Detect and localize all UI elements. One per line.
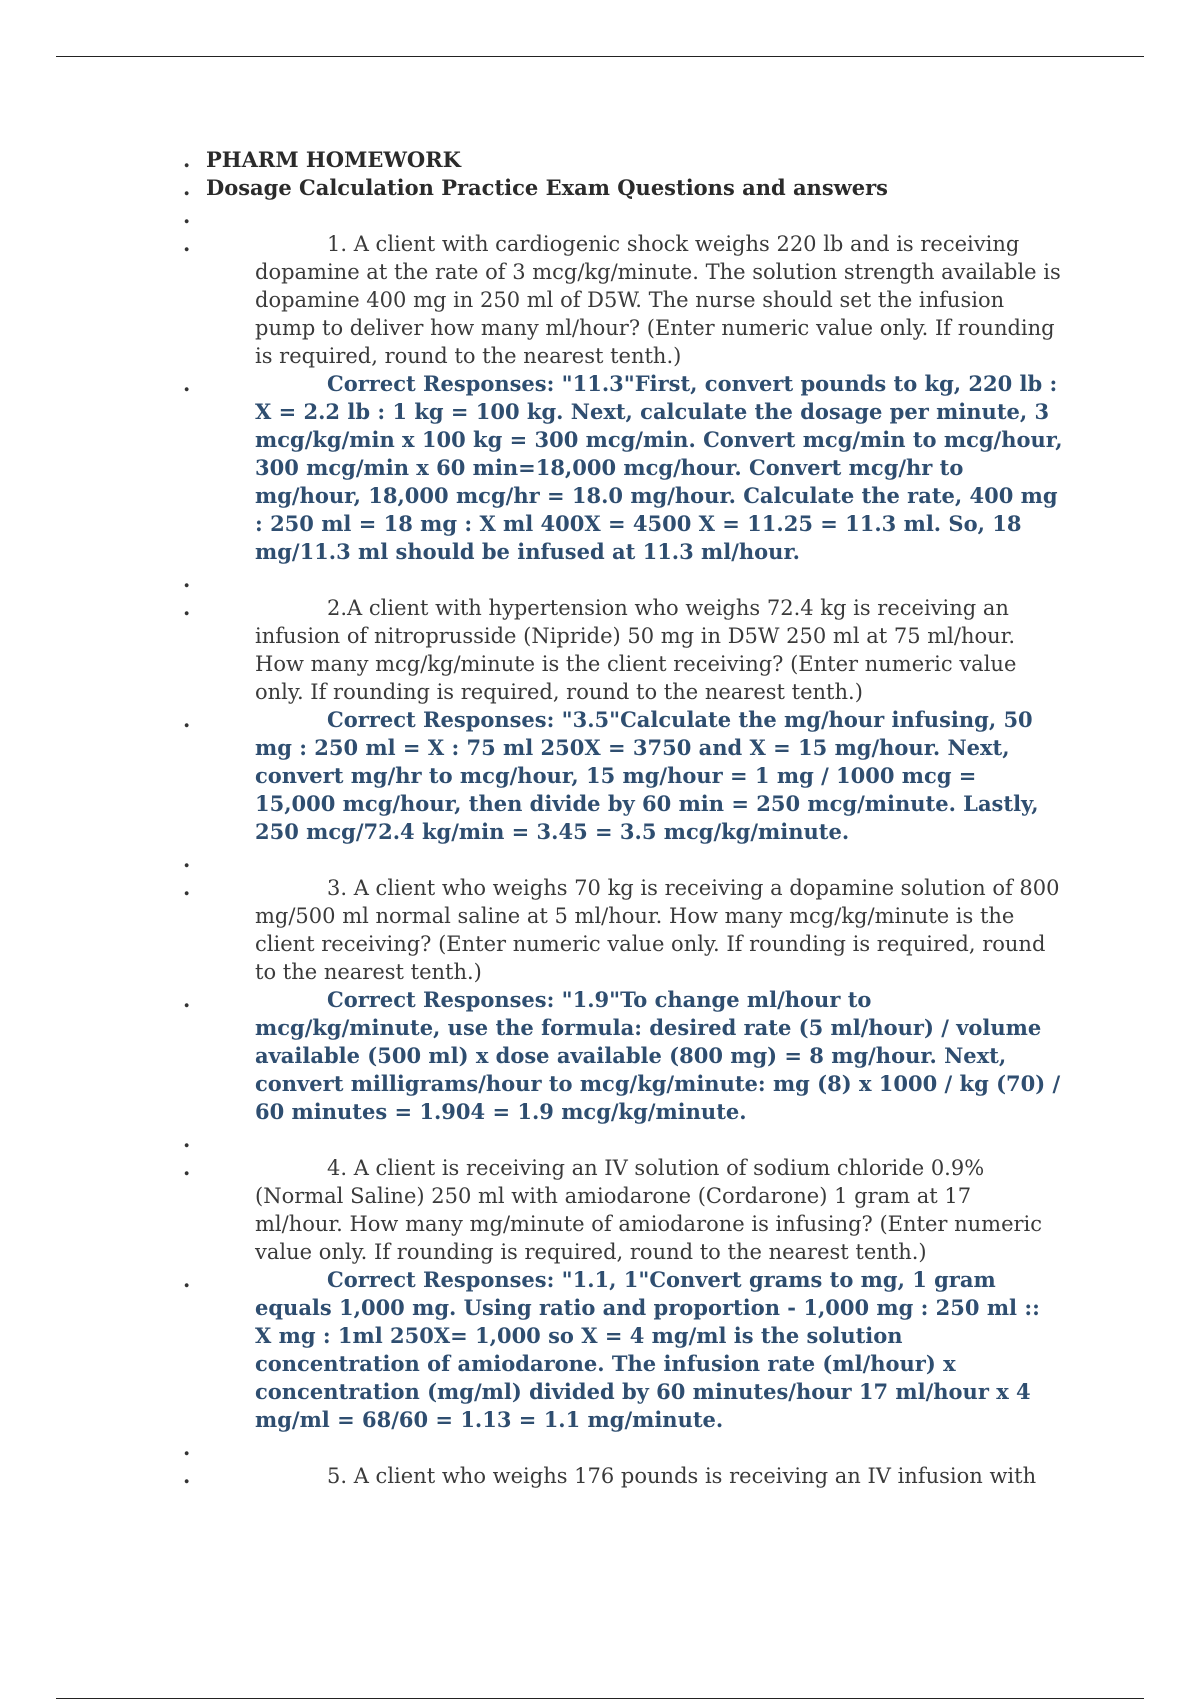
answer-text: Correct Responses: "3.5"Calculate the mg/hour infusing, 50 mg : 250 ml = X : 75 ml 250X = 3750 and X = 15 mg/hour. Next, convert mg/hr to mcg/hour, 15 mg/hour = 1 mg / 1000 mcg = 15,000 mcg/hour, then divide by 60 min = 250 mcg/minute. Lastly, 250 mcg/72.4 kg/min = 3.45 = 3.5 mcg/kg/minute. [255, 707, 1039, 844]
empty-row [183, 566, 1063, 594]
doc-subtitle: Dosage Calculation Practice Exam Questions and answers [206, 175, 888, 200]
answer-text: Correct Responses: "11.3"First, convert pounds to kg, 220 lb : X = 2.2 lb : 1 kg = 100 kg. Next, calculate the dosage per minute, 3 mcg/kg/min x 100 kg = 300 mcg/min. Convert mcg/min to mcg/hour, 300 mcg/min x 60 min=18,000 mcg/hour. Convert mcg/hr to mg/hour, 18,000 mcg/hr = 18.0 mg/hour. Calculate the rate, 400 mg : 250 ml = 18 mg : X ml 400X = 4500 X = 11.25 = 11.3 ml. So, 18 mg/11.3 ml should be infused at 11.3 ml/hour. [255, 371, 1063, 564]
bullet: . [183, 847, 191, 872]
doc-subtitle-row [183, 174, 1063, 202]
answer-row [183, 1266, 1063, 1434]
bullet: . [183, 595, 191, 620]
bullet: . [183, 1463, 191, 1488]
bullet: . [183, 371, 191, 396]
document-body [183, 146, 1063, 1490]
empty-row [183, 846, 1063, 874]
question-row [183, 230, 1063, 370]
bullet: . [183, 875, 191, 900]
question-text: 5. A client who weighs 176 pounds is receiving an IV infusion with [327, 1464, 1037, 1488]
question-row [183, 1462, 1063, 1490]
bullet: . [183, 175, 191, 200]
bullet: . [183, 987, 191, 1012]
answer-row [183, 370, 1063, 566]
question-text: 2.A client with hypertension who weighs 72.4 kg is receiving an infusion of nitroprusside (Nipride) 50 mg in D5W 250 ml at 75 ml/hour. How many mcg/kg/minute is the client receiving? (Enter numeric value only. If rounding is required, round to the nearest tenth.) [255, 596, 1017, 704]
doc-title: PHARM HOMEWORK [206, 147, 461, 172]
question-text: 3. A client who weighs 70 kg is receiving a dopamine solution of 800 mg/500 ml normal saline at 5 ml/hour. How many mcg/kg/minute is the client receiving? (Enter numeric value only. If rounding is required, round to the nearest tenth.) [255, 876, 1060, 984]
question-text: 1. A client with cardiogenic shock weighs 220 lb and is receiving dopamine at the rate of 3 mcg/kg/minute. The solution strength available is dopamine 400 mg in 250 ml of D5W. The nurse should set the infusion pump to deliver how many ml/hour? (Enter numeric value only. If rounding is required, round to the nearest tenth.) [255, 232, 1061, 368]
answer-row [183, 986, 1063, 1126]
question-row [183, 874, 1063, 986]
bullet: . [183, 567, 191, 592]
empty-row [183, 1434, 1063, 1462]
bullet: . [183, 1155, 191, 1180]
empty-row [183, 1126, 1063, 1154]
top-rule [56, 56, 1144, 57]
bullet: . [183, 707, 191, 732]
bullet: . [183, 203, 191, 228]
question-row [183, 594, 1063, 706]
doc-title-row [183, 146, 1063, 174]
question-row [183, 1154, 1063, 1266]
bullet: . [183, 1127, 191, 1152]
bullet: . [183, 231, 191, 256]
bullet: . [183, 1267, 191, 1292]
answer-text: Correct Responses: "1.1, 1"Convert grams to mg, 1 gram equals 1,000 mg. Using ratio and proportion - 1,000 mg : 250 ml :: X mg : 1ml 250X= 1,000 so X = 4 mg/ml is the solution concentration of amiodarone. The infusion rate (ml/hour) x concentration (mg/ml) divided by 60 minutes/hour 17 ml/hour x 4 mg/ml = 68/60 = 1.13 = 1.1 mg/minute. [255, 1267, 1040, 1432]
bottom-rule [56, 1698, 1144, 1699]
empty-row [183, 202, 1063, 230]
answer-row [183, 706, 1063, 846]
bullet: . [183, 1435, 191, 1460]
bullet: . [183, 147, 191, 172]
answer-text: Correct Responses: "1.9"To change ml/hour to mcg/kg/minute, use the formula: desired rate (5 ml/hour) / volume available (500 ml) x dose available (800 mg) = 8 mg/hour. Next, convert milligrams/hour to mcg/kg/minute: mg (8) x 1000 / kg (70) / 60 minutes = 1.904 = 1.9 mcg/kg/minute. [255, 987, 1061, 1124]
question-text: 4. A client is receiving an IV solution of sodium chloride 0.9% (Normal Saline) 250 ml with amiodarone (Cordarone) 1 gram at 17 ml/hour. How many mg/minute of amiodarone is infusing? (Enter numeric value only. If rounding is required, round to the nearest tenth.) [255, 1156, 1043, 1264]
